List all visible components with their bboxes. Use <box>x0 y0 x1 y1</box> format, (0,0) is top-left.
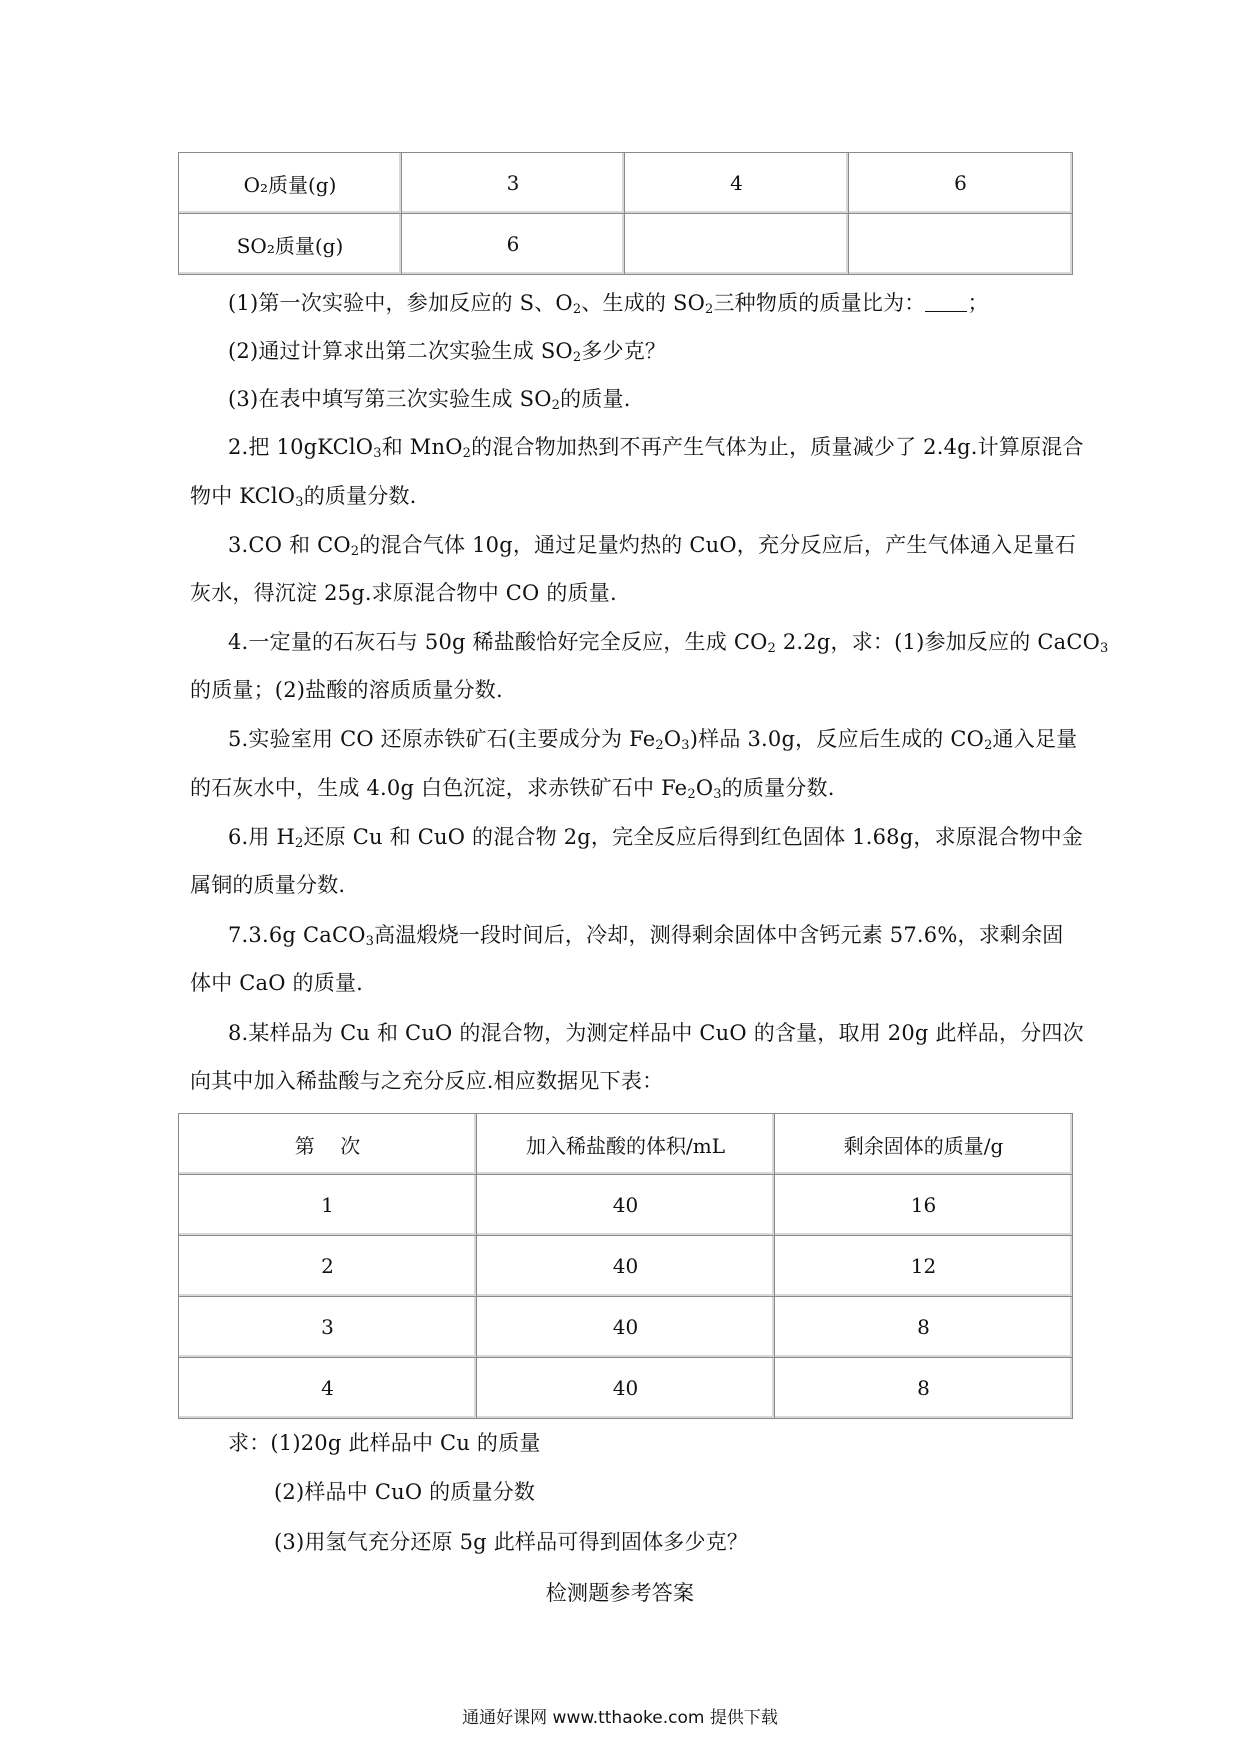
table-cell: 12 <box>775 1236 1073 1297</box>
q5-line2: 的石灰水中，生成 4.0g 白色沉淀，求赤铁矿石中 $Fe_2O_3$的质量分数. <box>190 776 835 802</box>
answers-heading: 检测题参考答案 <box>545 1581 695 1605</box>
table-cell: 40 <box>477 1175 775 1236</box>
table-cell: 40 <box>477 1358 775 1419</box>
table-cell: 6 <box>849 153 1073 214</box>
table-cell: 2 <box>179 1236 477 1297</box>
q6-line2: 属铜的质量分数. <box>190 873 346 897</box>
table-cell: 3 <box>402 153 625 214</box>
table-cell: 8 <box>775 1297 1073 1358</box>
q8-line2: 向其中加入稀盐酸与之充分反应.相应数据见下表： <box>190 1069 664 1093</box>
table-cell: 40 <box>477 1236 775 1297</box>
q7-line1: 7.3.6g CaCO$_3$高温煅烧一段时间后，冷却，测得剩余固体中含钙元素 57.6%，求剩余固 <box>228 923 1064 949</box>
oxygen-sulfur-table <box>178 152 1073 275</box>
q1-sub3: (3)在表中填写第三次实验生成 $SO_2$的质量. <box>228 387 631 413</box>
q2-line2: 物中 KClO$_3$的质量分数. <box>190 484 417 510</box>
q8-ask-1: 求：(1)20g 此样品中 Cu 的质量 <box>228 1431 541 1455</box>
table-cell: SO₂质量(g) <box>179 214 402 275</box>
q3-line2: 灰水，得沉淀 25g.求原混合物中 CO 的质量. <box>190 581 617 605</box>
q8-ask-3: (3)用氢气充分还原 5g 此样品可得到固体多少克？ <box>274 1530 749 1554</box>
table-row <box>179 1297 1073 1358</box>
q5-line1: 5.实验室用 CO 还原赤铁矿石(主要成分为 $Fe_2O_3$)样品 3.0g，反应后生成的 $CO_2$通入足量 <box>228 727 1078 753</box>
footer-credit: 通通好课网 www.tthaoke.com 提供下载 <box>462 1708 778 1728</box>
table-row <box>179 214 1073 275</box>
table-cell: 3 <box>179 1297 477 1358</box>
table-row <box>179 1175 1073 1236</box>
table-cell: 16 <box>775 1175 1073 1236</box>
table-header-cell: 第 次 <box>179 1114 477 1175</box>
q6-line1: 6.用 $H_2$还原 Cu 和 CuO 的混合物 2g，完全反应后得到红色固体 1.68g，求原混合物中金 <box>228 825 1083 851</box>
q8-line1: 8.某样品为 Cu 和 CuO 的混合物，为测定样品中 CuO 的含量，取用 20g 此样品，分四次 <box>228 1021 1084 1045</box>
table-cell: 6 <box>402 214 625 275</box>
table-row <box>179 153 1073 214</box>
q3-line1: 3.CO 和 $CO_2$的混合气体 10g，通过足量灼热的 CuO，充分反应后，产生气体通入足量石 <box>228 533 1076 559</box>
q2-line1: 2.把 10gKClO$_3$和 MnO$_2$的混合物加热到不再产生气体为止，质量减少了 2.4g.计算原混合 <box>228 435 1084 461</box>
q8-ask-2: (2)样品中 CuO 的质量分数 <box>274 1480 536 1504</box>
table-header-row <box>179 1114 1073 1175</box>
table-header-cell: 剩余固体的质量/g <box>775 1114 1073 1175</box>
table-cell: 40 <box>477 1297 775 1358</box>
q4-line1: 4.一定量的石灰石与 50g 稀盐酸恰好完全反应，生成 $CO_2$ 2.2g，求：(1)参加反应的 CaCO$_3$ <box>228 630 1109 656</box>
table-row <box>179 1358 1073 1419</box>
table-row <box>179 1236 1073 1297</box>
table-header-cell: 加入稀盐酸的体积/mL <box>477 1114 775 1175</box>
q7-line2: 体中 CaO 的质量. <box>190 971 364 995</box>
table-cell <box>625 214 849 275</box>
table-cell: 1 <box>179 1175 477 1236</box>
table-cell <box>849 214 1073 275</box>
table-cell: 4 <box>625 153 849 214</box>
table-cell: 8 <box>775 1358 1073 1419</box>
q4-line2: 的质量；(2)盐酸的溶质质量分数. <box>190 678 503 702</box>
answer-blank <box>925 293 967 312</box>
table-cell: O₂质量(g) <box>179 153 402 214</box>
q1-sub2: (2)通过计算求出第二次实验生成 $SO_2$多少克？ <box>228 339 667 365</box>
table-cell: 4 <box>179 1358 477 1419</box>
q1-sub1: (1)第一次实验中，参加反应的 S、$O_2$、生成的 $SO_2$三种物质的质量比为： ； <box>228 291 989 317</box>
hydrochloric-acid-table <box>178 1113 1073 1419</box>
